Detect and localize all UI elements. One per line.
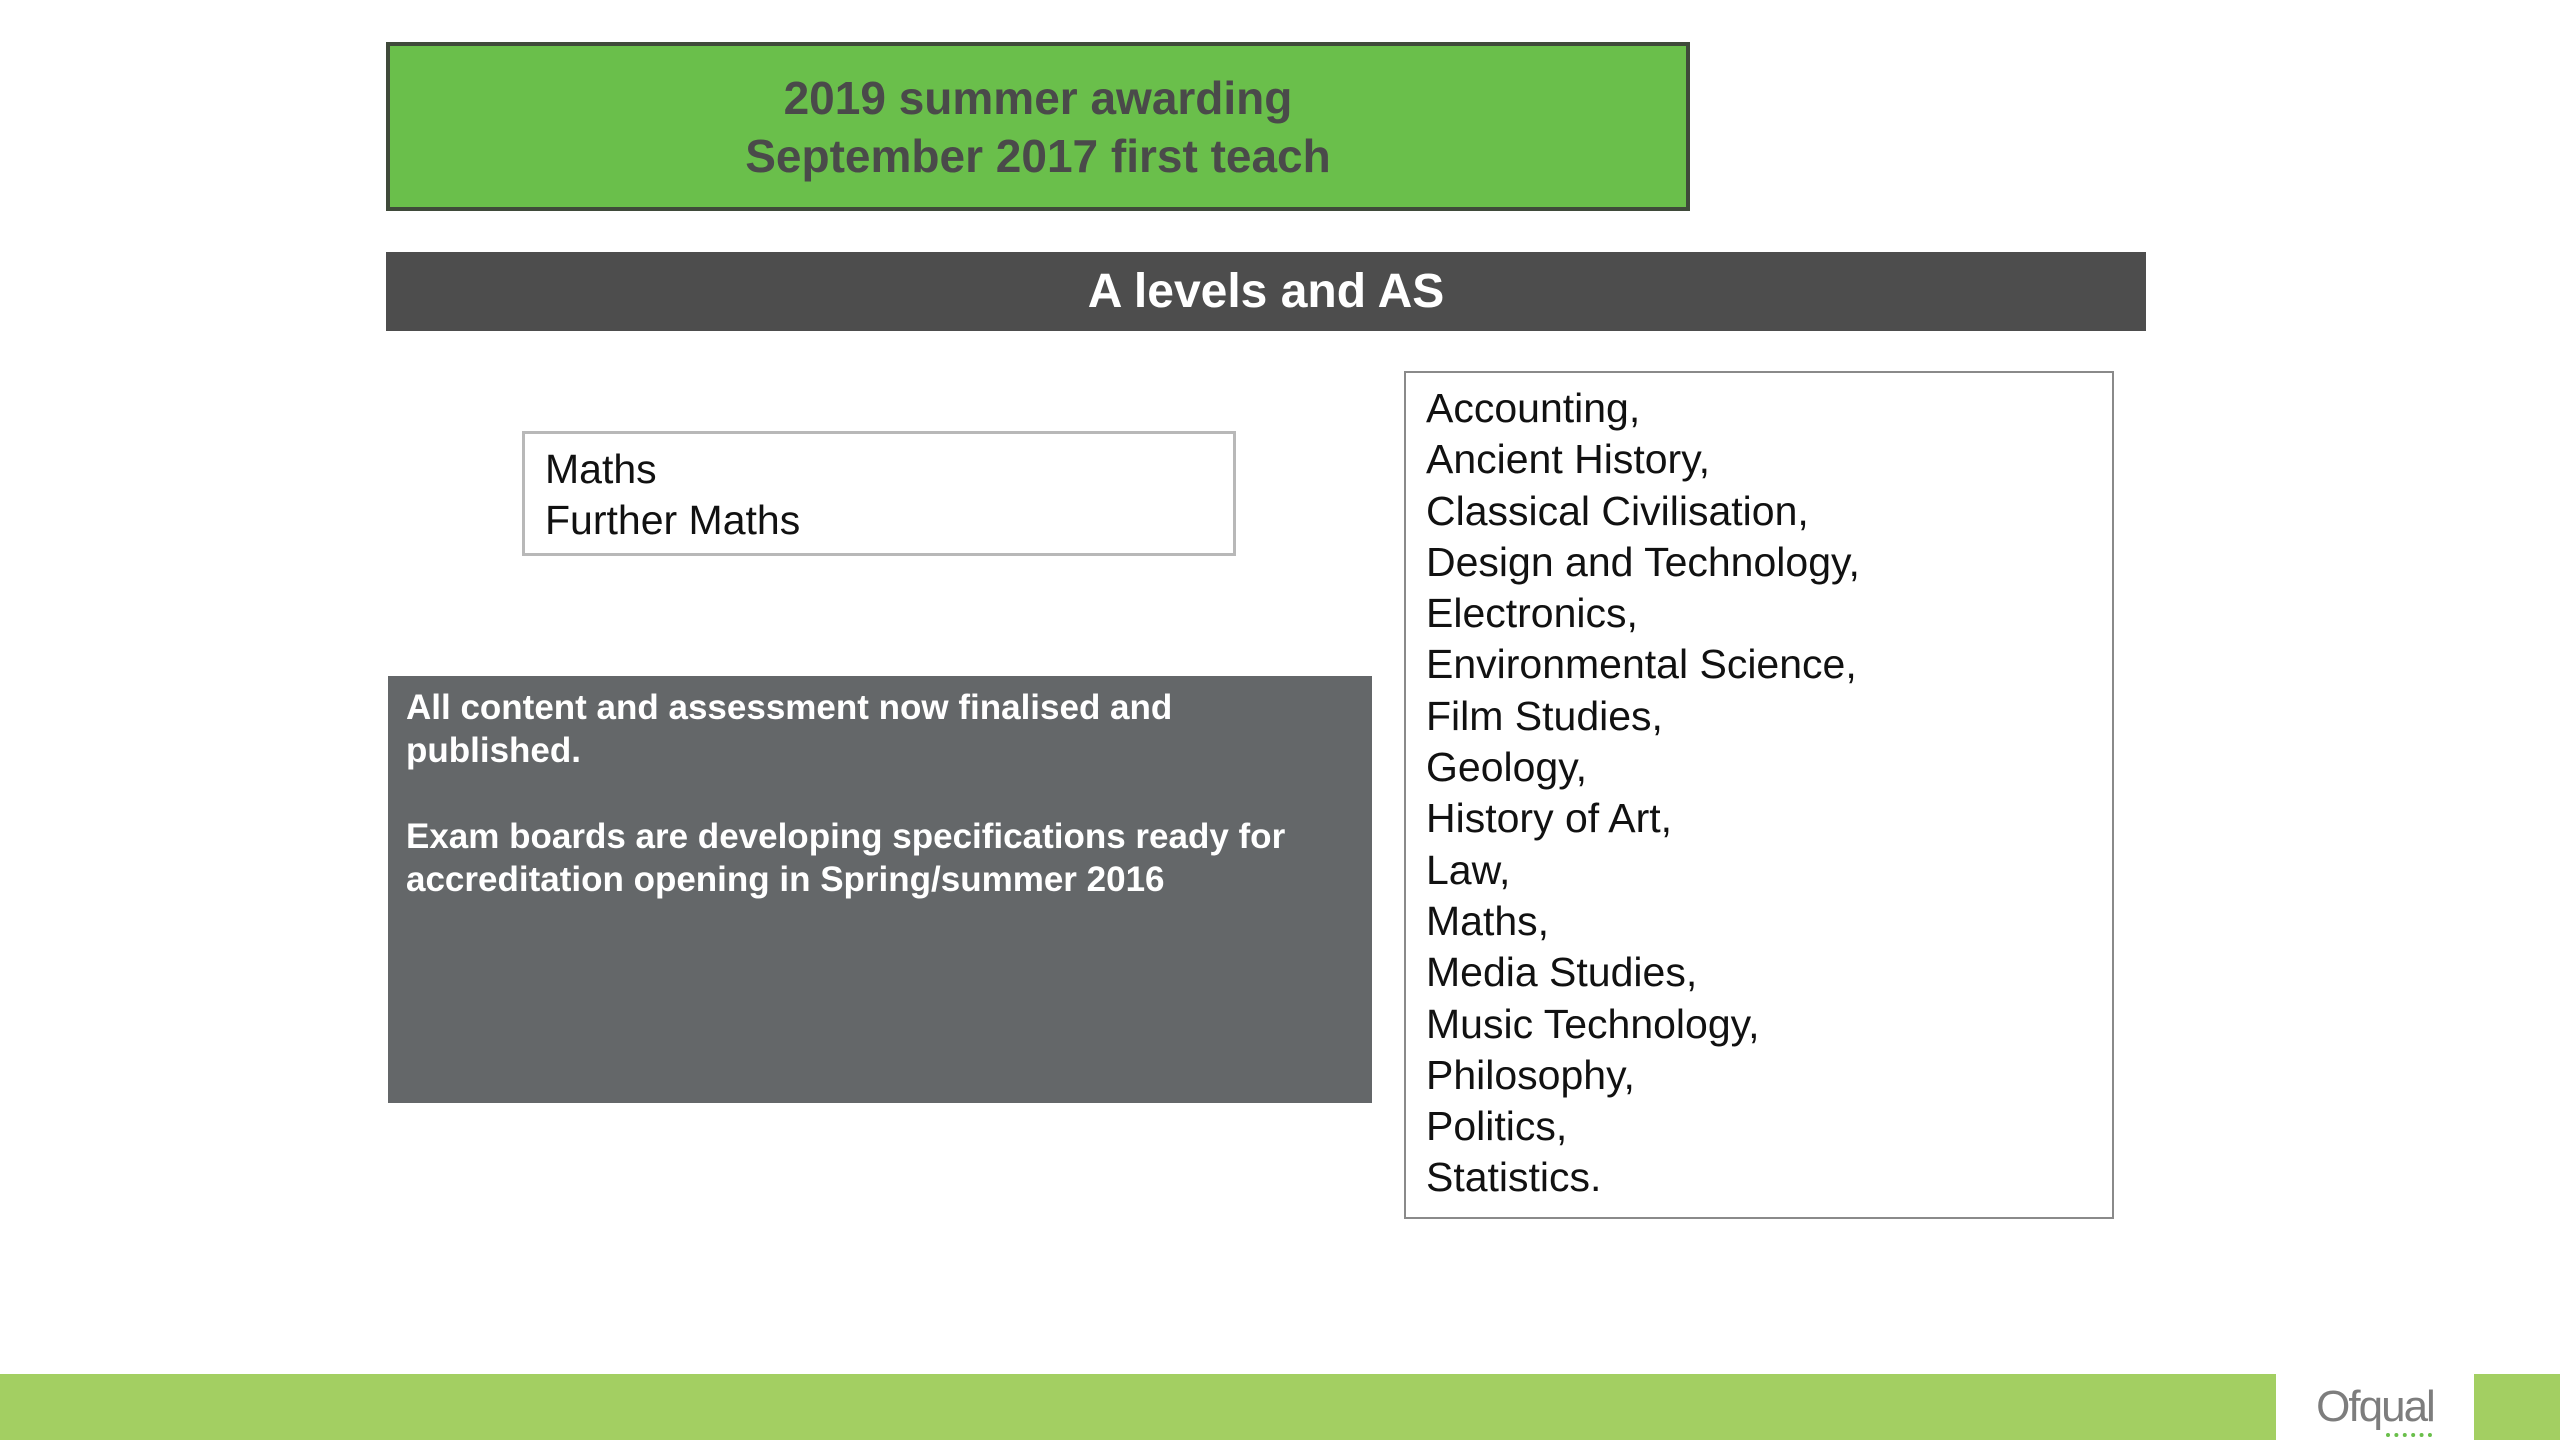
subject-item: Geology, — [1426, 744, 1588, 791]
maths-item: Maths — [545, 446, 657, 492]
status-info-box — [388, 676, 1372, 1103]
subjects-list — [1426, 383, 2092, 1204]
info-paragraph-specifications: Exam boards are developing specifications ready for accreditation opening in Spring/summer 2016 — [406, 817, 1286, 899]
subject-item: History of Art, — [1426, 795, 1673, 842]
subject-item: Accounting, — [1426, 385, 1641, 431]
subject-item: Philosophy, — [1426, 1051, 1635, 1098]
subjects-list-box — [1404, 371, 2114, 1219]
subject-item: Politics, — [1426, 1103, 1568, 1150]
title-banner — [386, 42, 1690, 211]
subject-item: Ancient History, — [1426, 436, 1711, 483]
footer-bar-right — [2474, 1374, 2560, 1440]
subject-item: Law, — [1426, 846, 1511, 893]
subject-item: Electronics, — [1426, 590, 1638, 637]
subject-item: Environmental Science, — [1426, 641, 1857, 688]
subject-item: Film Studies, — [1426, 692, 1663, 739]
subject-item: Maths, — [1426, 897, 1550, 944]
title-line-awarding: 2019 summer awarding — [783, 71, 1293, 124]
subject-item: Music Technology, — [1426, 1000, 1760, 1047]
further-maths-item: Further Maths — [545, 497, 801, 543]
info-paragraph-finalised: All content and assessment now finalised and published. — [406, 688, 1173, 770]
subject-item: Design and Technology, — [1426, 538, 1860, 585]
subject-item: Statistics. — [1426, 1154, 1602, 1201]
section-header-bar — [386, 252, 2146, 331]
maths-subjects-box — [522, 431, 1236, 556]
footer-bar-left — [0, 1374, 2276, 1440]
title-line-first-teach: September 2017 first teach — [745, 129, 1331, 182]
subject-item: Media Studies, — [1426, 949, 1698, 996]
logo-text: Ofqual — [2316, 1382, 2434, 1431]
ofqual-logo — [2276, 1374, 2474, 1440]
subject-item: Classical Civilisation, — [1426, 487, 1809, 534]
section-title: A levels and AS — [1087, 265, 1445, 318]
logo-dotted-underline — [2386, 1433, 2432, 1437]
